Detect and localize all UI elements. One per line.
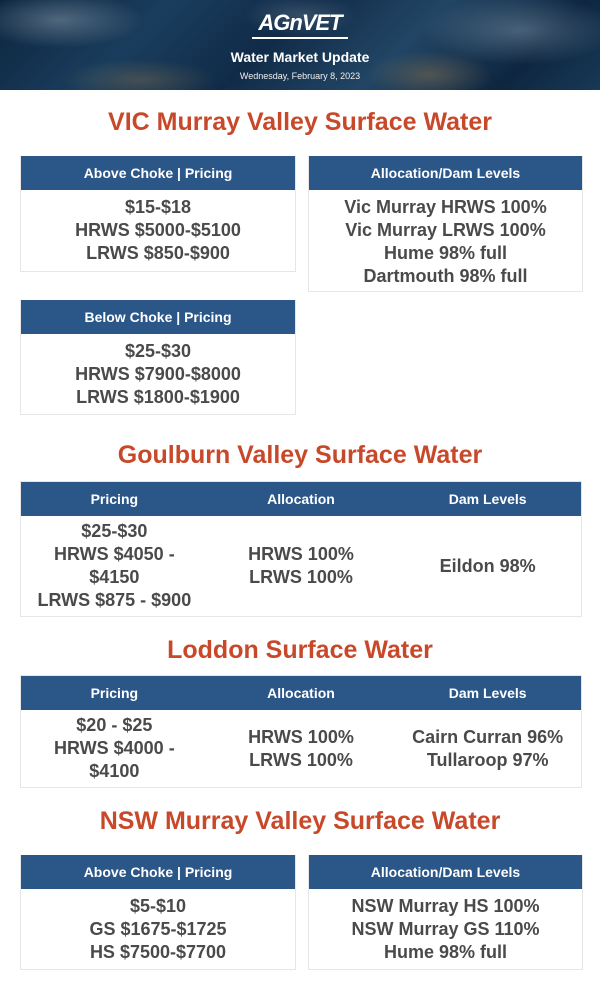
nsw-allocation-box <box>308 855 583 970</box>
newsletter-title: Water Market Update <box>230 49 370 65</box>
goulburn-header-allocation: Allocation <box>267 491 335 507</box>
vic-below-choke-box <box>20 300 296 415</box>
goulburn-pricing-line: $25-$30 <box>81 521 148 541</box>
vic-allocation-header: Allocation/Dam Levels <box>309 156 582 190</box>
nsw-above-price-line: $5-$10 <box>129 896 187 916</box>
loddon-allocation-line: HRWS 100% <box>248 726 354 747</box>
vic-below-price-line: HRWS $7900-$8000 <box>75 364 241 384</box>
loddon-allocation-line: LRWS 100% <box>249 749 353 770</box>
vic-below-price-line: $25-$30 <box>124 341 192 361</box>
goulburn-dam-line: Eildon 98% <box>439 555 536 576</box>
goulburn-section-title: Goulburn Valley Surface Water <box>117 441 483 469</box>
vic-above-price-line: LRWS $850-$900 <box>86 243 230 263</box>
nsw-section-title: NSW Murray Valley Surface Water <box>99 807 501 835</box>
nsw-allocation-line: NSW Murray GS 110% <box>351 919 540 939</box>
loddon-pricing-line: $4100 <box>89 761 140 781</box>
nsw-above-price-line: GS $1675-$1725 <box>89 919 227 939</box>
goulburn-allocation-line: LRWS 100% <box>249 567 353 587</box>
vic-allocation-line: Vic Murray LRWS 100% <box>345 220 546 240</box>
goulburn-allocation-cell <box>208 543 395 589</box>
vic-allocation-line: Vic Murray HRWS 100% <box>344 197 547 217</box>
goulburn-pricing-line: HRWS $4050 - <box>53 544 175 564</box>
nsw-allocation-line: Hume 98% full <box>383 942 508 962</box>
loddon-allocation-cell <box>208 726 395 772</box>
loddon-section-title: Loddon Surface Water <box>167 636 433 664</box>
goulburn-allocation-line: HRWS 100% <box>248 544 354 564</box>
logo-underline <box>252 37 348 39</box>
vic-allocation-line: Hume 98% full <box>383 243 508 263</box>
newsletter-date: Wednesday, February 8, 2023 <box>239 71 361 81</box>
loddon-header-dam-levels: Dam Levels <box>448 685 527 701</box>
loddon-header-pricing: Pricing <box>90 685 139 701</box>
agnvet-logo[interactable]: AGnVET <box>258 10 342 35</box>
loddon-pricing-cell <box>21 714 208 783</box>
vic-below-choke-header: Below Choke | Pricing <box>21 300 295 334</box>
vic-above-choke-box <box>20 156 296 272</box>
goulburn-header-pricing: Pricing <box>90 491 139 507</box>
nsw-allocation-line: NSW Murray HS 100% <box>351 896 540 916</box>
nsw-allocation-header: Allocation/Dam Levels <box>309 855 582 889</box>
vic-allocation-line: Dartmouth 98% full <box>363 266 528 286</box>
loddon-pricing-line: $20 - $25 <box>76 715 153 735</box>
vic-section-title: VIC Murray Valley Surface Water <box>108 108 492 136</box>
vic-above-choke-header: Above Choke | Pricing <box>21 156 295 190</box>
goulburn-pricing-line: LRWS $875 - $900 <box>37 590 192 610</box>
loddon-pricing-line: HRWS $4000 - <box>53 738 175 758</box>
loddon-dam-line: Tullaroop 97% <box>426 749 549 770</box>
goulburn-table <box>20 481 582 617</box>
nsw-above-price-line: HS $7500-$7700 <box>89 942 227 962</box>
vic-above-price-line: HRWS $5000-$5100 <box>75 220 241 240</box>
loddon-table <box>20 675 582 788</box>
goulburn-header-dam-levels: Dam Levels <box>448 491 527 507</box>
loddon-header-allocation: Allocation <box>267 685 335 701</box>
goulburn-pricing-line: $4150 <box>89 567 140 587</box>
nsw-above-choke-box <box>20 855 296 970</box>
vic-above-price-line: $15-$18 <box>124 197 192 217</box>
vic-allocation-box <box>308 156 583 292</box>
nsw-above-choke-header: Above Choke | Pricing <box>21 855 295 889</box>
loddon-dam-cell <box>394 726 581 772</box>
header-banner <box>0 0 600 90</box>
goulburn-pricing-cell <box>21 520 208 612</box>
vic-below-price-line: LRWS $1800-$1900 <box>76 387 240 407</box>
loddon-dam-line: Cairn Curran 96% <box>412 726 564 747</box>
goulburn-dam-cell <box>394 555 581 578</box>
